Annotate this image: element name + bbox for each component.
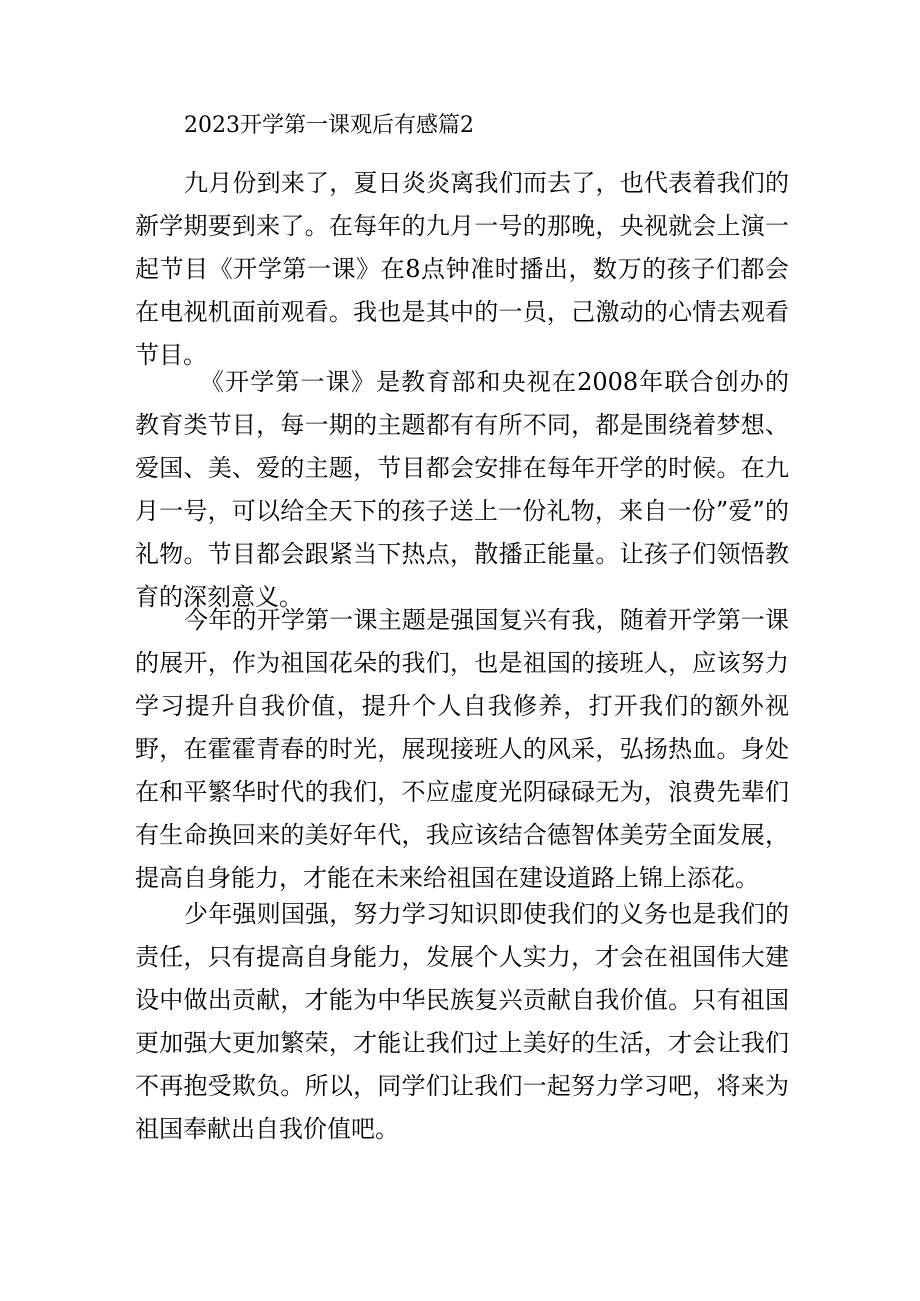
paragraph-1: 九月份到来了，夏日炎炎离我们而去了，也代表着我们的新学期要到来了。在每年的九月一号的那晚，央视就会上演一起节目《开学第一课》在8点钟准时播出，数万的孩子们都会在电视机面前观看。我也是其中的一员，己激动的心情去观看节目。 bbox=[135, 169, 789, 369]
document-title: 2023开学第一课观后有感篇2 bbox=[184, 113, 474, 138]
paragraph-3: 今年的开学第一课主题是强国复兴有我，随着开学第一课的展开，作为祖国花朵的我们，也是祖国的接班人，应该努力学习提升自我价值，提升个人自我修养，打开我们的额外视野，在霍霍青春的时光，展现接班人的风采，弘扬热血。身处在和平繁华时代的我们，不应虚度光阴碌碌无为，浪费先辈们有生命换回来的美好年代，我应该结合德智体美劳全面发展，提高自身能力，才能在未来给祖国在建设道路上锦上添花。 bbox=[135, 606, 789, 892]
paragraph-2: 《开学第一课》是教育部和央视在2008年联合创办的教育类节目，每一期的主题都有有所不同，都是围绕着梦想、爱国、美、爱的主题，节目都会安排在每年开学的时候。在九月一号，可以给全天下的孩子送上一份礼物，来自一份”爱”的礼物。节目都会跟紧当下热点，散播正能量。让孩子们领悟教育的深刻意义。 bbox=[135, 368, 789, 611]
paragraph-4: 少年强则国强，努力学习知识即使我们的义务也是我们的责任，只有提高自身能力，发展个人实力，才会在祖国伟大建设中做出贡献，才能为中华民族复兴贡献自我价值。只有祖国更加强大更加繁荣，才能让我们过上美好的生活，才会让我们不再抱受欺负。所以，同学们让我们一起努力学习吧，将来为祖国奉献出自我价值吧。 bbox=[135, 900, 789, 1143]
